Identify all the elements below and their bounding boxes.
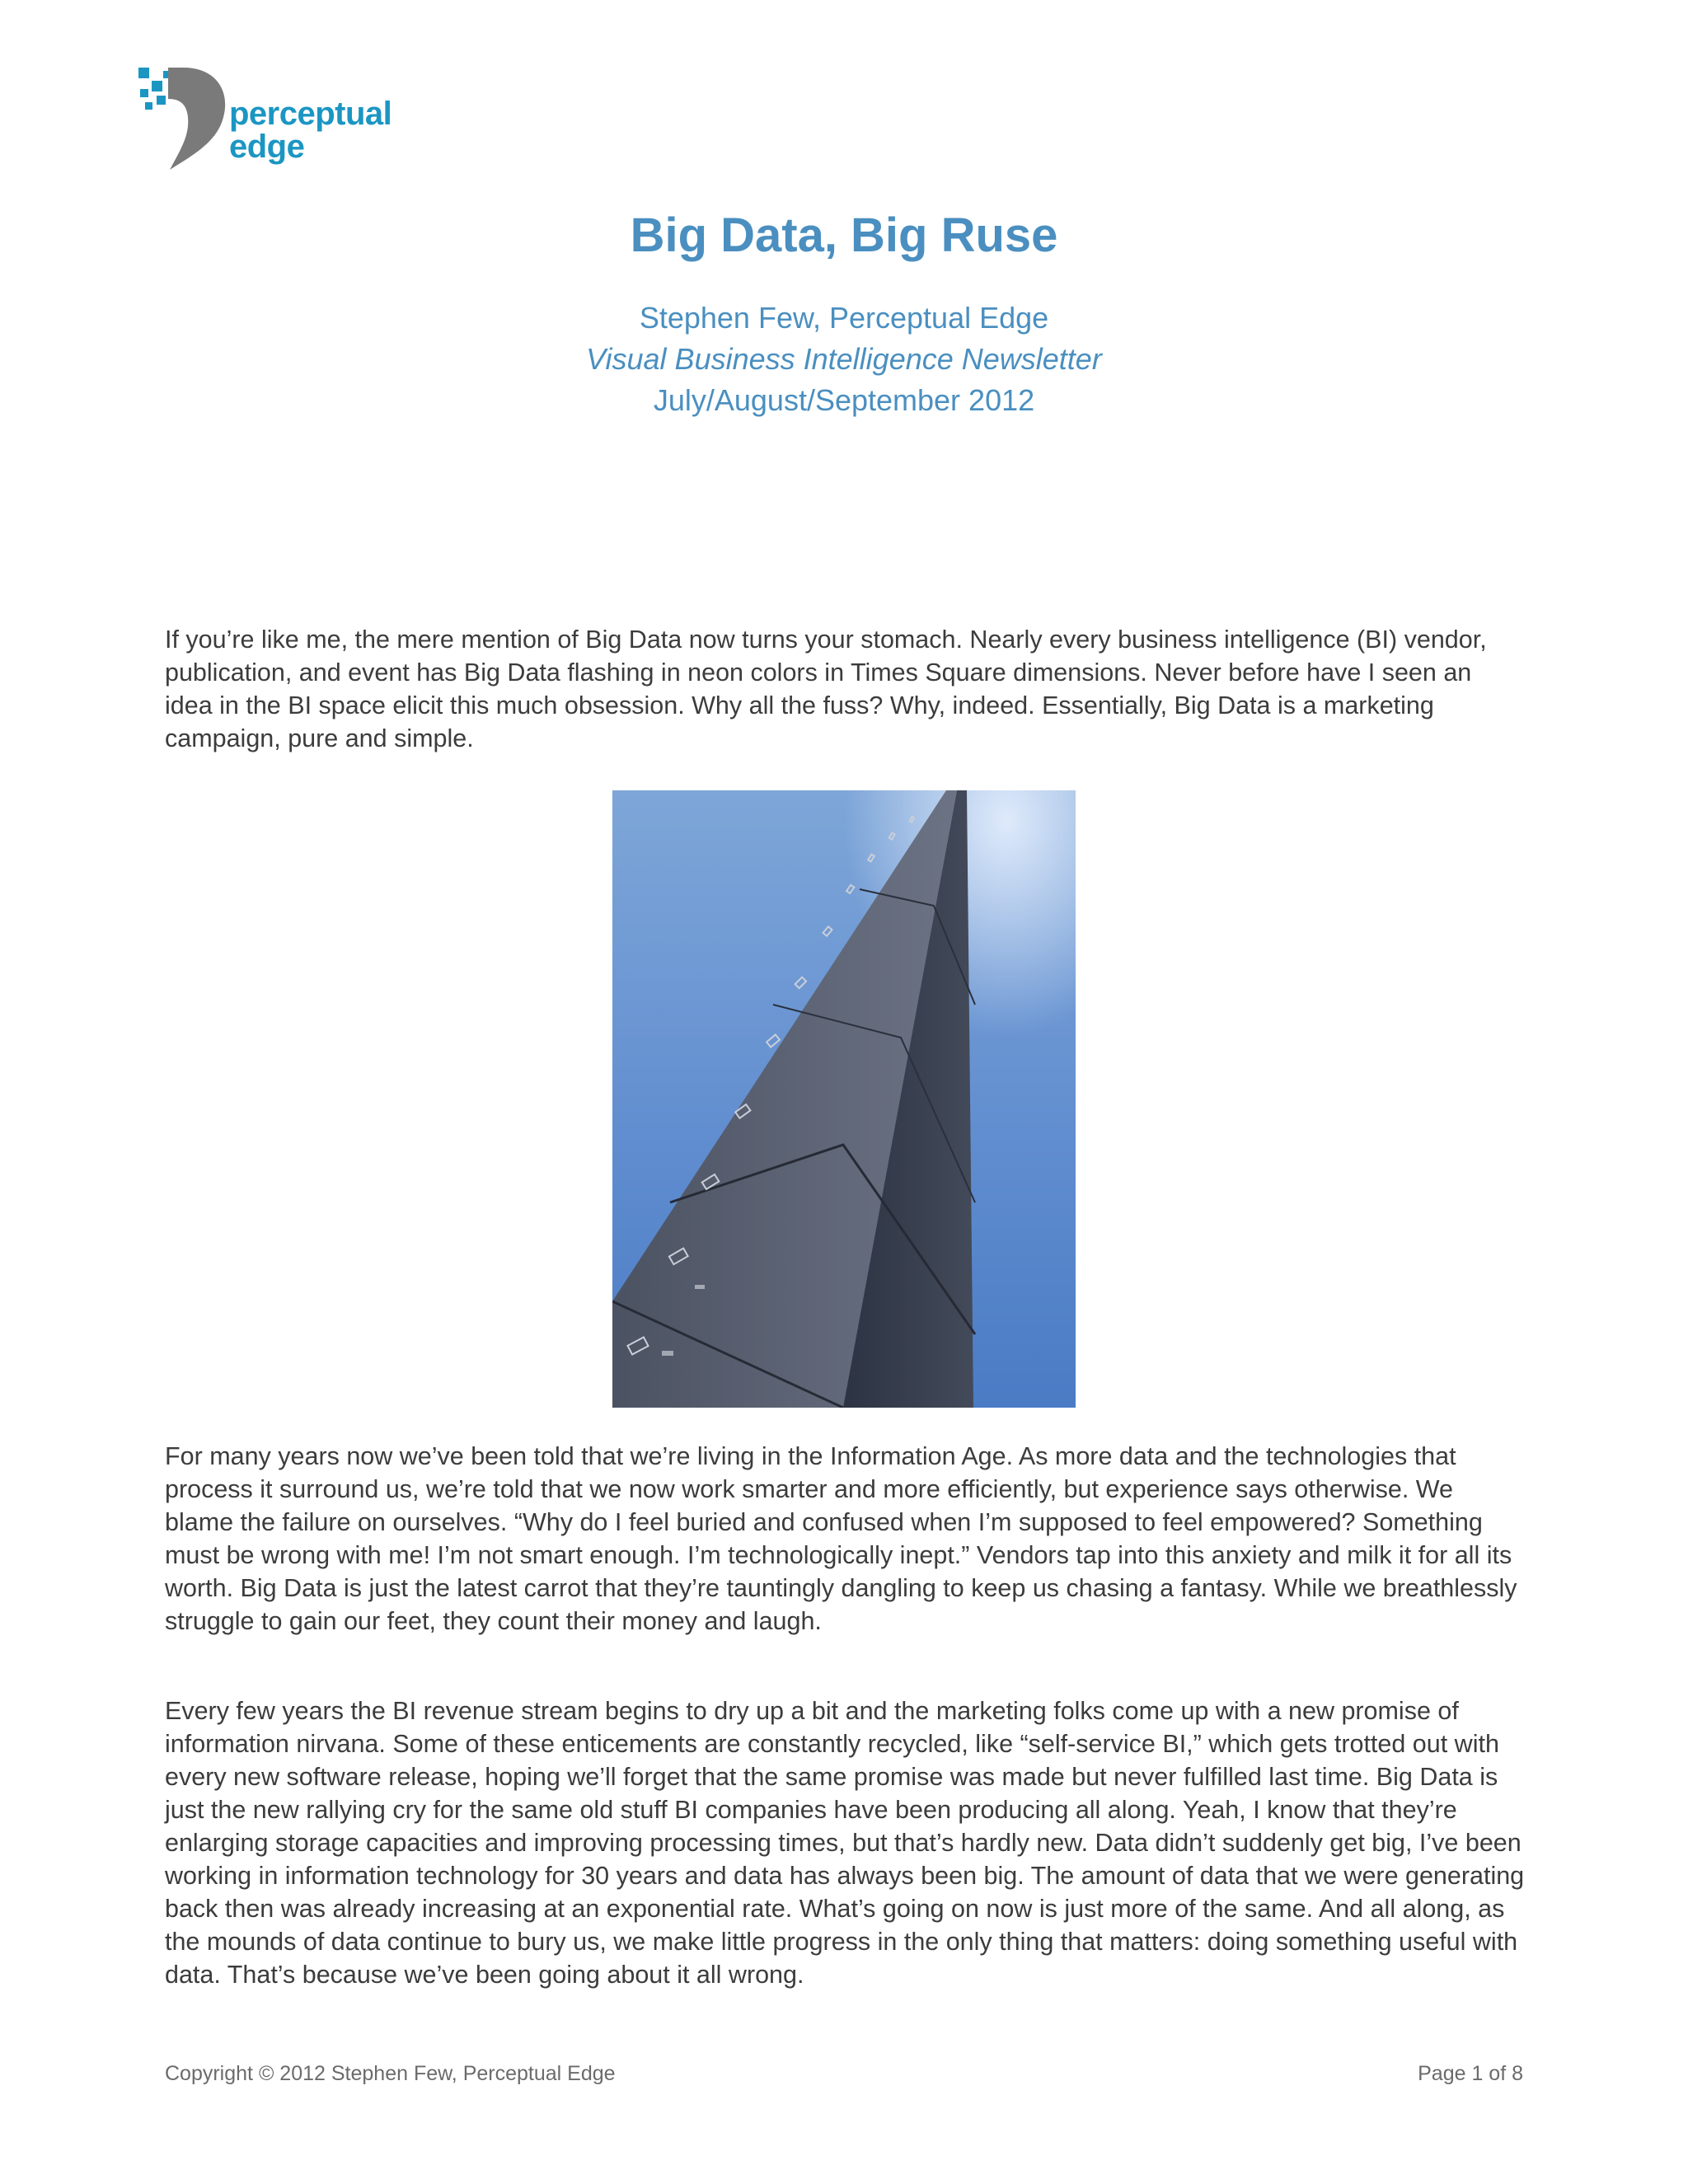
footer-copyright: Copyright © 2012 Stephen Few, Perceptual Edge — [165, 2062, 616, 2085]
perceptual-edge-logo — [138, 66, 410, 173]
monolith-photo — [612, 790, 1076, 1408]
issue-date: July/August/September 2012 — [653, 383, 1035, 417]
logo-wordmark — [229, 97, 392, 163]
body-paragraph-1: If you’re like me, the mere mention of Big Data now turns your stomach. Nearly every business intelligence (BI) vendor, publication, and event has Big Data flashing in neon colors in Times Square dimensions. Never before have I seen an idea in the BI space elicit this much obsession. Why all the fuss? Why, indeed. Essentially, Big Data is a marketing campaign, pure and simple. — [165, 626, 1487, 752]
author-line: Stephen Few, Perceptual Edge — [639, 301, 1049, 335]
footer-page-number: Page 1 of 8 — [1418, 2062, 1523, 2085]
logo-mark-icon — [138, 66, 229, 173]
body-paragraph-3: Every few years the BI revenue stream begins to dry up a bit and the marketing folks come up with a new promise of information nirvana. Some of these enticements are constantly recycled, like “self-service BI,” which gets trotted out with every new software release, hoping we’ll forget that the same promise was made but never fulfilled last time. Big Data is just the new rallying cry for the same old stuff BI companies have been producing all along. Yeah, I know that they’re enlarging storage capacities and improving processing times, but that’s hardly new. Data didn’t suddenly get big, I’ve been working in information technology for 30 years and data has always been big. The amount of data that we were generating back then was already increasing at an exponential rate. What’s going on now is just more of the same. And all along, as the mounds of data continue to bury us, we make little progress in the only thing that matters: doing something useful with data. That’s because we’ve been going about it all wrong. — [165, 1697, 1525, 1989]
body-paragraph-2: For many years now we’ve been told that we’re living in the Information Age. As more data and the technologies that process it surround us, we’re told that we now work smarter and more efficiently, but experience says otherwise. We blame the failure on ourselves. “Why do I feel buried and confused when I’m supposed to feel empowered? Something must be wrong with me! I’m not smart enough. I’m technologically inept.” Vendors tap into this anxiety and milk it for all its worth. Big Data is just the latest carrot that they’re tauntingly dangling to keep us chasing a fantasy. While we breathlessly struggle to gain our feet, they count their money and laugh. — [165, 1442, 1517, 1635]
page-title: Big Data, Big Ruse — [630, 209, 1058, 262]
logo-line-edge: edge — [229, 129, 305, 165]
publication-name: Visual Business Intelligence Newsletter — [586, 342, 1102, 376]
logo-line-perceptual: perceptual — [229, 96, 392, 132]
